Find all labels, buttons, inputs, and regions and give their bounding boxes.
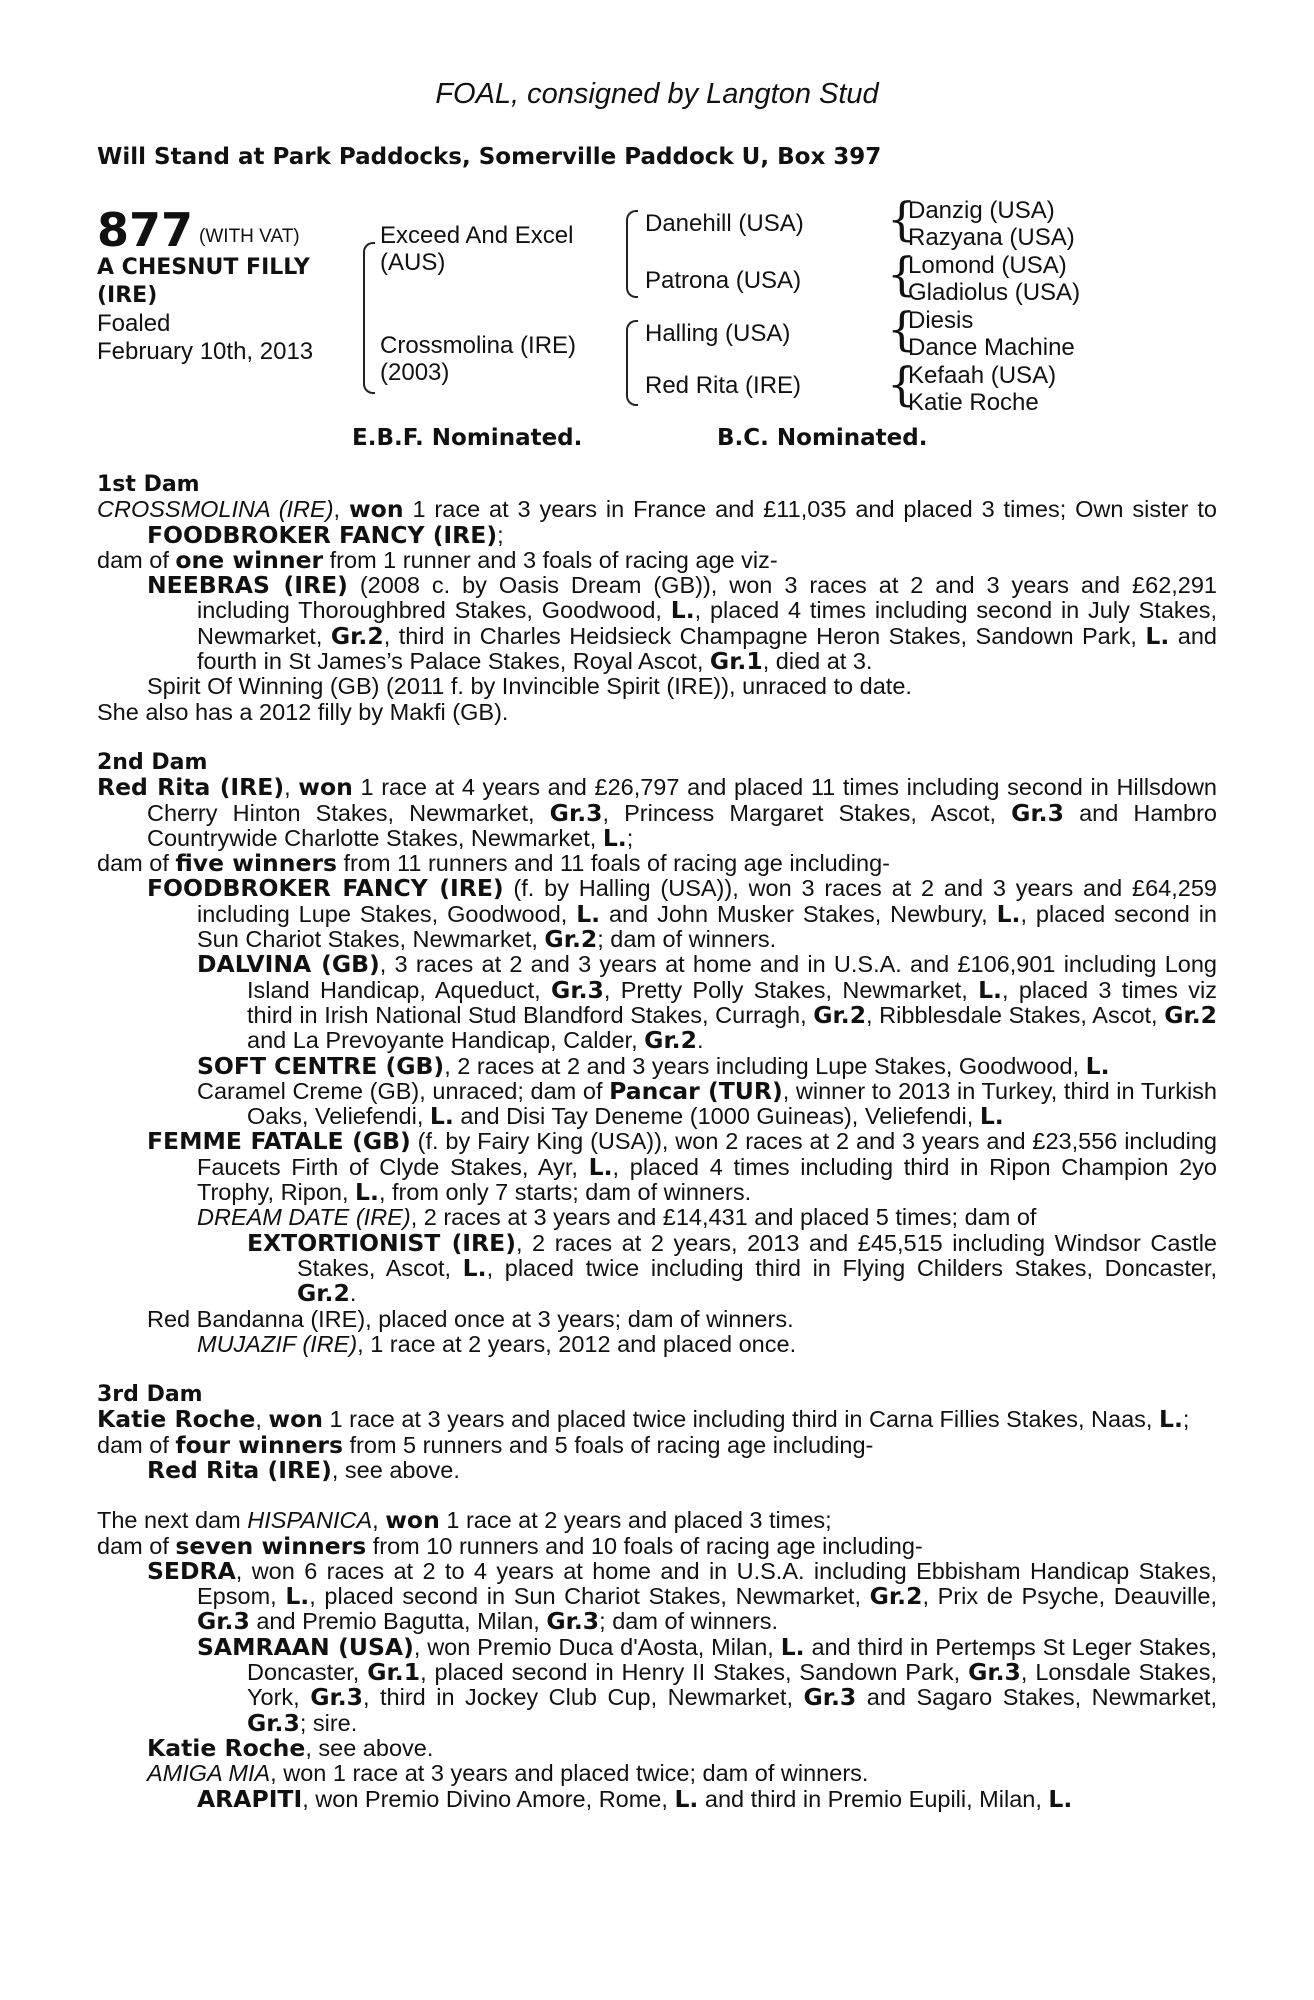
- pedigree-gen3-1: Danzig (USA): [908, 197, 1055, 224]
- first-dam-heading: 1st Dam: [97, 472, 200, 497]
- third-dam-heading: 3rd Dam: [97, 1382, 203, 1408]
- pedigree-bracket-lower: [363, 320, 375, 394]
- catalog-paragraph: Spirit Of Winning (GB) (2011 f. by Invincible Spirit (IRE)), unraced to date.: [147, 673, 912, 700]
- pedigree-gen3-5: Diesis: [908, 307, 974, 334]
- catalog-paragraph: dam of seven winners from 10 runners and 10 foals of racing age including-: [97, 1531, 923, 1560]
- brace-gen3-2: {: [887, 247, 917, 301]
- catalog-paragraph: ARAPITI, won Premio Divino Amore, Rome, L. and third in Premio Eupili, Milan, L.: [197, 1784, 1073, 1813]
- pedigree-gen3-3: Lomond (USA): [908, 252, 1067, 279]
- first-dam-section: [97, 497, 1217, 725]
- catalog-paragraph: Red Bandanna (IRE), placed once at 3 years; dam of winners.: [147, 1305, 794, 1332]
- pedigree-gen2-4: Red Rita (IRE): [645, 372, 802, 399]
- bracket-gen2-a-upper: [626, 210, 638, 258]
- pedigree-gen2-3: Halling (USA): [645, 320, 791, 347]
- pedigree-gen3-2: Razyana (USA): [908, 224, 1075, 251]
- catalog-paragraph: SEDRA, won 6 races at 2 to 4 years at home and in U.S.A. including Ebbisham Handicap Stakes, Epsom, L., placed second in Sun Chariot Stakes, Newmarket, Gr.2, Prix de Psyche, Deauville, Gr.3 and Premio Bagutta, Milan, Gr.3; dam of winners.: [147, 1556, 1217, 1636]
- catalog-paragraph: DREAM DATE (IRE), 2 races at 3 years and £14,431 and placed 5 times; dam of: [197, 1204, 1037, 1231]
- second-dam-section: [97, 775, 1217, 1357]
- catalog-paragraph: The next dam HISPANICA, won 1 race at 2 years and placed 3 times;: [97, 1506, 832, 1535]
- ebf-nomination: E.B.F. Nominated.: [352, 425, 583, 451]
- stand-location: Will Stand at Park Paddocks, Somerville Paddock U, Box 397: [97, 144, 882, 170]
- bc-nomination: B.C. Nominated.: [717, 425, 928, 451]
- catalog-paragraph: dam of four winners from 5 runners and 5 foals of racing age including-: [97, 1430, 874, 1459]
- lot-block: [97, 203, 357, 366]
- pedigree-sire-suffix: (AUS): [380, 249, 446, 276]
- bracket-gen2-b-lower: [626, 366, 638, 406]
- brace-gen3-1: {: [887, 192, 917, 246]
- catalog-paragraph: dam of one winner from 1 runner and 3 foals of racing age viz-: [97, 545, 778, 574]
- pedigree-bracket-upper: [363, 242, 375, 322]
- pedigree-gen3-8: Katie Roche: [908, 389, 1039, 416]
- catalog-paragraph: DALVINA (GB), 3 races at 2 and 3 years at home and in U.S.A. and £106,901 including Long Island Handicap, Aqueduct, Gr.3, Pretty Polly Stakes, Newmarket, L., placed 3 times viz third in Irish National Stud Blandford Stakes, Curragh, Gr.2, Ribblesdale Stakes, Ascot, Gr.2 and La Prevoyante Handicap, Calder, Gr.2.: [197, 950, 1217, 1055]
- foaled-label: Foaled: [97, 310, 171, 337]
- page-title: FOAL, consigned by Langton Stud: [435, 78, 879, 110]
- catalog-paragraph: AMIGA MIA, won 1 race at 3 years and placed twice; dam of winners.: [147, 1760, 869, 1787]
- pedigree-gen3-6: Dance Machine: [908, 334, 1075, 361]
- second-dam-heading: 2nd Dam: [97, 749, 208, 775]
- catalog-paragraph: Caramel Creme (GB), unraced; dam of Pancar (TUR), winner to 2013 in Turkey, third in Turkish Oaks, Veliefendi, L. and Disi Tay Deneme (1000 Guineas), Veliefendi, L.: [197, 1076, 1217, 1131]
- lot-number: 877: [97, 203, 194, 257]
- third-dam-section: [97, 1407, 1217, 1483]
- catalog-paragraph: SOFT CENTRE (GB), 2 races at 2 and 3 years including Lupe Stakes, Goodwood, L.: [197, 1051, 1110, 1080]
- catalog-paragraph: FOODBROKER FANCY (IRE) (f. by Halling (USA)), won 3 races at 2 and 3 years and £64,259 including Lupe Stakes, Goodwood, L. and John Musker Stakes, Newbury, L., placed second in Sun Chariot Stakes, Newmarket, Gr.2; dam of winners.: [147, 874, 1217, 954]
- pedigree-gen3-4: Gladiolus (USA): [908, 279, 1081, 306]
- catalog-paragraph: EXTORTIONIST (IRE), 2 races at 2 years, 2013 and £45,515 including Windsor Castle Stakes, Ascot, L., placed twice including third in Flying Childers Stakes, Doncaster, Gr.2.: [247, 1228, 1218, 1308]
- catalog-paragraph: Red Rita (IRE), see above.: [147, 1455, 460, 1484]
- catalog-paragraph: Katie Roche, see above.: [147, 1733, 434, 1762]
- pedigree-sire: Exceed And Excel: [380, 222, 574, 249]
- catalog-paragraph: NEEBRAS (IRE) (2008 c. by Oasis Dream (GB)), won 3 races at 2 and 3 years and £62,291 including Thoroughbred Stakes, Goodwood, L., placed 4 times including second in July Stakes, Newmarket, Gr.2, third in Charles Heidsieck Champagne Heron Stakes, Sandown Park, L. and fourth in St James’s Palace Stakes, Royal Ascot, Gr.1, died at 3.: [147, 571, 1218, 676]
- bracket-gen2-b-upper: [626, 320, 638, 368]
- brace-gen3-3: {: [887, 302, 917, 356]
- catalog-body: [97, 472, 1217, 1812]
- foaled-date: February 10th, 2013: [97, 338, 314, 365]
- vat-label: (WITH VAT): [199, 226, 300, 247]
- catalog-paragraph: Katie Roche, won 1 race at 3 years and placed twice including third in Carna Fillies Stakes, Naas, L.;: [97, 1405, 1190, 1434]
- catalog-paragraph: CROSSMOLINA (IRE), won 1 race at 3 years in France and £11,035 and placed 3 times; Own sister to FOODBROKER FANCY (IRE);: [97, 495, 1217, 549]
- catalog-paragraph: dam of five winners from 11 runners and 11 foals of racing age including-: [97, 849, 890, 878]
- lot-description: A CHESNUT FILLY: [97, 255, 310, 280]
- catalog-paragraph: She also has a 2012 filly by Makfi (GB).: [97, 698, 509, 725]
- catalog-paragraph: Red Rita (IRE), won 1 race at 4 years and £26,797 and placed 11 times including second in Hillsdown Cherry Hinton Stakes, Newmarket, Gr.3, Princess Margaret Stakes, Ascot, Gr.3 and Hambro Countrywide Charlotte Stakes, Newmarket, L.;: [97, 773, 1218, 852]
- next-dam-section: [97, 1508, 1217, 1812]
- pedigree-gen2-1: Danehill (USA): [645, 210, 804, 237]
- lot-description-suffix: (IRE): [97, 283, 158, 308]
- catalog-paragraph: FEMME FATALE (GB) (f. by Fairy King (USA)), won 2 races at 2 and 3 years and £23,556 including Faucets Firth of Clyde Stakes, Ayr, L., placed 4 times including third in Ripon Champion 2yo Trophy, Ripon, L., from only 7 starts; dam of winners.: [147, 1127, 1217, 1207]
- pedigree-gen3-7: Kefaah (USA): [908, 362, 1057, 389]
- brace-gen3-4: {: [887, 357, 917, 411]
- pedigree-dam: Crossmolina (IRE): [380, 332, 577, 359]
- bracket-gen2-a-lower: [626, 256, 638, 298]
- pedigree-dam-year: (2003): [380, 359, 450, 386]
- catalog-paragraph: SAMRAAN (USA), won Premio Duca d'Aosta, Milan, L. and third in Pertemps St Leger Stakes, Doncaster, Gr.1, placed second in Henry II Stakes, Sandown Park, Gr.3, Lonsdale Stakes, York, Gr.3, third in Jockey Club Cup, Newmarket, Gr.3 and Sagaro Stakes, Newmarket, Gr.3; sire.: [197, 1632, 1217, 1737]
- catalog-paragraph: MUJAZIF (IRE), 1 race at 2 years, 2012 and placed once.: [197, 1330, 797, 1357]
- pedigree-gen2-2: Patrona (USA): [645, 267, 802, 294]
